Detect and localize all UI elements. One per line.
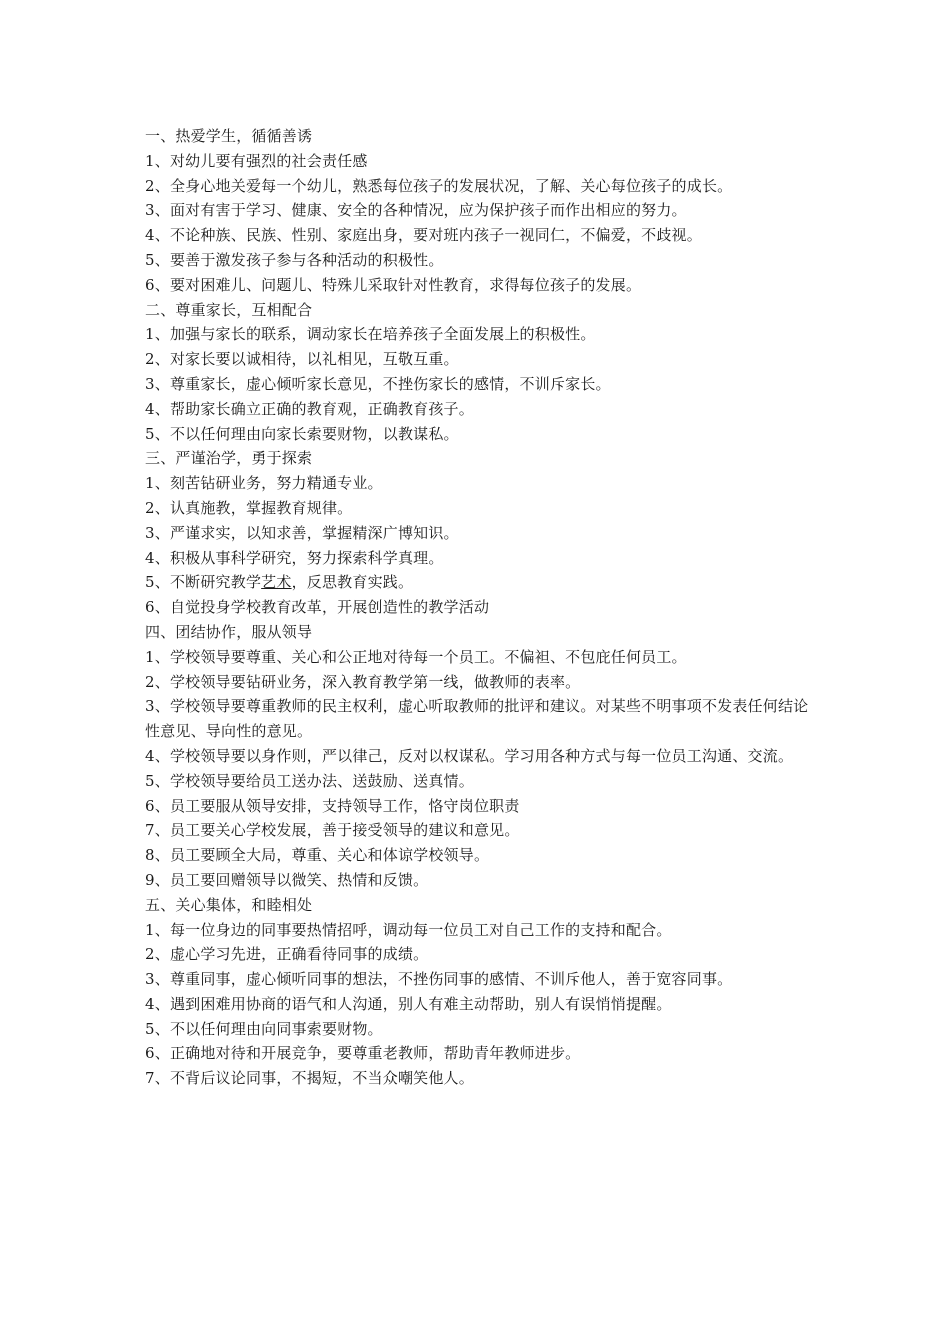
list-item: 4、不论种族、民族、性别、家庭出身，要对班内孩子一视同仁，不偏爱，不歧视。 bbox=[145, 226, 702, 245]
section-heading-4: 四、团结协作，服从领导 bbox=[145, 622, 313, 641]
list-item: 4、遇到困难用协商的语气和人沟通，别人有难主动帮助，别人有误悄悄提醒。 bbox=[145, 994, 672, 1013]
section-heading-2: 二、尊重家长，互相配合 bbox=[145, 300, 313, 319]
document-body bbox=[145, 124, 815, 1091]
list-item: 6、要对困难儿、问题儿、特殊儿采取针对性教育，求得每位孩子的发展。 bbox=[145, 275, 642, 294]
list-item: 6、员工要服从领导安排，支持领导工作，恪守岗位职责 bbox=[145, 796, 520, 815]
list-item: 1、学校领导要尊重、关心和公正地对待每一个员工。不偏袒、不包庇任何员工。 bbox=[145, 647, 687, 666]
list-item: 3、尊重同事，虚心倾听同事的想法，不挫伤同事的感情、不训斥他人，善于宽容同事。 bbox=[145, 970, 733, 989]
list-item: 1、每一位身边的同事要热情招呼，调动每一位员工对自己工作的支持和配合。 bbox=[145, 920, 672, 939]
list-item: 7、不背后议论同事，不揭短，不当众嘲笑他人。 bbox=[145, 1069, 474, 1088]
list-item: 2、虚心学习先进，正确看待同事的成绩。 bbox=[145, 945, 429, 964]
list-item: 2、全身心地关爱每一个幼儿，熟悉每位孩子的发展状况，了解、关心每位孩子的成长。 bbox=[145, 176, 733, 195]
list-item: 3、严谨求实，以知求善，掌握精深广博知识。 bbox=[145, 523, 459, 542]
list-item: 7、员工要关心学校发展，善于接受领导的建议和意见。 bbox=[145, 821, 520, 840]
list-item: 4、积极从事科学研究，努力探索科学真理。 bbox=[145, 548, 444, 567]
list-item: 5、不以任何理由向同事索要财物。 bbox=[145, 1019, 383, 1038]
list-item bbox=[145, 570, 815, 595]
section-heading-1: 一、热爱学生，循循善诱 bbox=[145, 127, 313, 145]
list-item: 6、自觉投身学校教育改革，开展创造性的教学活动 bbox=[145, 598, 490, 617]
list-item: 3、面对有害于学习、健康、安全的各种情况，应为保护孩子而作出相应的努力。 bbox=[145, 201, 687, 220]
list-item: 3、学校领导要尊重教师的民主权利，虚心听取教师的批评和建议。对某些不明事项不发表任何结论性意见、导向性的意见。 bbox=[145, 697, 809, 741]
list-item: 4、学校领导要以身作则，严以律己，反对以权谋私。学习用各种方式与每一位员工沟通、交流。 bbox=[145, 746, 794, 765]
list-item: 3、尊重家长，虚心倾听家长意见，不挫伤家长的感情，不训斥家长。 bbox=[145, 374, 611, 393]
section-heading-3: 三、严谨治学，勇于探索 bbox=[145, 449, 313, 468]
section-heading-5: 五、关心集体，和睦相处 bbox=[145, 895, 313, 914]
list-item: 5、不以任何理由向家长索要财物，以教谋私。 bbox=[145, 424, 459, 443]
list-item: 5、学校领导要给员工送办法、送鼓励、送真情。 bbox=[145, 771, 474, 790]
list-item: 2、学校领导要钻研业务，深入教育教学第一线，做教师的表率。 bbox=[145, 672, 581, 691]
list-item: 4、帮助家长确立正确的教育观，正确教育孩子。 bbox=[145, 399, 474, 418]
list-item: 8、员工要顾全大局，尊重、关心和体谅学校领导。 bbox=[145, 846, 490, 865]
list-item: 2、对家长要以诚相待，以礼相见，互敬互重。 bbox=[145, 350, 459, 369]
list-item: 1、刻苦钻研业务，努力精通专业。 bbox=[145, 474, 383, 493]
art-link[interactable]: 艺术 bbox=[261, 573, 292, 592]
list-item: 1、加强与家长的联系，调动家长在培养孩子全面发展上的积极性。 bbox=[145, 325, 596, 344]
list-item: 2、认真施教，掌握教育规律。 bbox=[145, 498, 353, 517]
list-item-text: 5、不断研究教学 bbox=[145, 573, 262, 592]
list-item: 6、正确地对待和开展竞争，要尊重老教师，帮助青年教师进步。 bbox=[145, 1044, 581, 1063]
list-item: 5、要善于激发孩子参与各种活动的积极性。 bbox=[145, 250, 444, 269]
list-item: 9、员工要回赠领导以微笑、热情和反馈。 bbox=[145, 870, 429, 889]
list-item-text: ，反思教育实践。 bbox=[291, 573, 414, 592]
list-item: 1、对幼儿要有强烈的社会责任感 bbox=[145, 151, 368, 170]
